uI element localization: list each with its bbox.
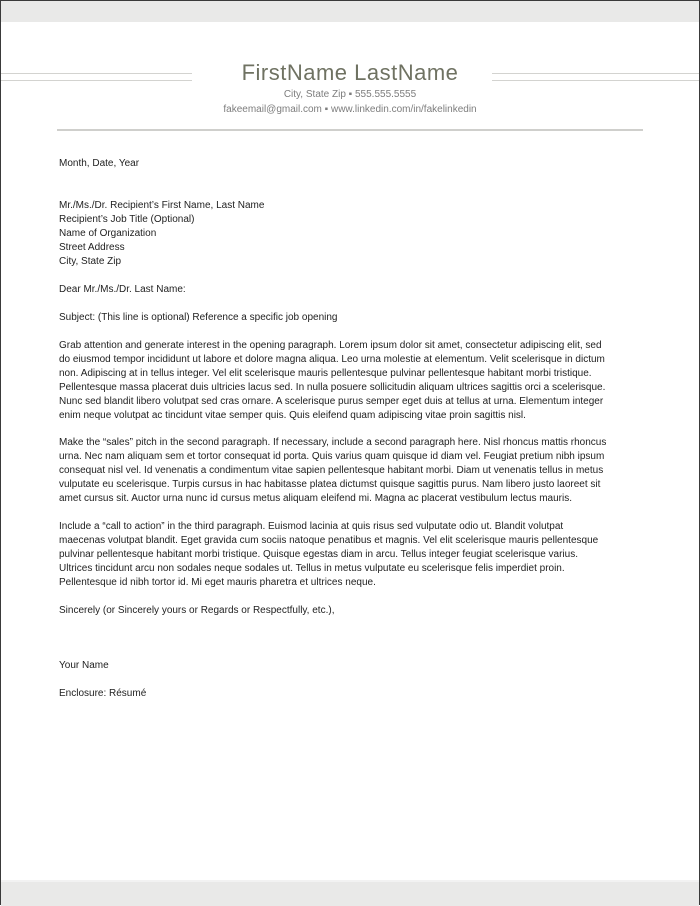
paragraph-sales-pitch: [59, 436, 649, 506]
contact-line-email-linkedin: fakeemail@gmail.com ▪ www.linkedin.com/in/fakelinkedin: [223, 104, 477, 115]
applicant-name: FirstName LastName: [241, 60, 459, 85]
recipient-block: [59, 199, 649, 269]
paragraph-line: amet cursus sit. Auctor urna nunc id cursus metus aliquam eleifend mi. Magna ac placerat vestibulum lectus mauris.: [59, 493, 573, 504]
paragraph-line: Include a “call to action” in the third paragraph. Euismod lacinia at quis risus sed vulputate odio ut. Blandit volutpat: [59, 521, 564, 532]
paragraph-line: Ultrices tincidunt arcu non sodales neque sodales ut. Tellus in metus vulputate eu scelerisque felis imperdiet proin.: [59, 563, 565, 574]
letter-body: [59, 157, 649, 171]
recipient-organization: Name of Organization: [59, 228, 157, 239]
paragraph-line: Pellentesque massa placerat duis ultricies lacus sed. In nulla posuere sollicitudin aliquam ultrices sagittis orci a scelerisque.: [59, 382, 606, 393]
paragraph-line: consequat nisl vel. Id venenatis a condimentum vitae sapien pellentesque habitant morbi. Diam ut venenatis tellus in metus: [59, 465, 604, 476]
top-page-gap: [1, 1, 699, 22]
recipient-name: Mr./Ms./Dr. Recipient’s First Name, Last Name: [59, 200, 265, 211]
enclosure-block: [59, 687, 649, 701]
bottom-page-gap: [1, 880, 699, 906]
paragraph-opening: [59, 339, 649, 423]
paragraph-line: vulputate eu scelerisque. Turpis cursus in hac habitasse platea dictumst quisque sagittis purus. Nam libero justo laoreet sit: [59, 479, 601, 490]
salutation-block: [59, 283, 649, 297]
recipient-street: Street Address: [59, 242, 125, 253]
subject-block: [59, 311, 649, 325]
paragraph-line: Grab attention and generate interest in the opening paragraph. Lorem ipsum dolor sit amet, consectetur adipiscing elit, sed: [59, 340, 602, 351]
paragraph-line: non. Adipiscing at in tellus integer. Vel elit scelerisque mauris pellentesque pulvinar pellentesque habitant morbi tristique.: [59, 368, 592, 379]
signature-name: Your Name: [59, 660, 109, 671]
paragraph-line: urna. Nec nam aliquam sem et tortor consequat id porta. Quis varius quam quisque id diam vel. Feugiat pretium nibh ipsum: [59, 451, 605, 462]
paragraph-line: Nunc sed blandit libero volutpat sed cras ornare. A scelerisque purus semper eget duis at tellus at urna. Elementum integer: [59, 396, 604, 407]
paragraph-line: Make the “sales” pitch in the second paragraph. If necessary, include a second paragraph here. Nisl rhoncus mattis rhoncus: [59, 437, 607, 448]
enclosure: Enclosure: Résumé: [59, 688, 147, 699]
paragraph-call-to-action: [59, 520, 649, 590]
recipient-title: Recipient’s Job Title (Optional): [59, 214, 195, 225]
signature-block: [59, 659, 649, 673]
recipient-city: City, State Zip: [59, 256, 122, 267]
subject-line: Subject: (This line is optional) Reference a specific job opening: [59, 312, 338, 323]
paragraph-line: maecenas volutpat blandit. Eget gravida cum sociis natoque penatibus et magnis. Vel elit scelerisque mauris pellentesque: [59, 535, 599, 546]
paragraph-line: Pellentesque id nibh tortor id. Mi eget mauris pharetra et ultrices neque.: [59, 577, 376, 588]
header-divider: [57, 129, 643, 131]
paragraph-line: enim neque volutpat ac tincidunt vitae semper quis. Quis eleifend quam adipiscing vitae proin sagittis nisl.: [59, 410, 526, 421]
letter-date: Month, Date, Year: [59, 158, 140, 169]
paragraph-line: do eiusmod tempor incididunt ut labore et dolore magna aliqua. Leo urna molestie at elementum. Velit scelerisque in dictum: [59, 354, 605, 365]
closing-block: [59, 604, 649, 618]
contact-line-location-phone: City, State Zip ▪ 555.555.5555: [283, 89, 417, 100]
closing: Sincerely (or Sincerely yours or Regards or Respectfully, etc.),: [59, 605, 335, 616]
paragraph-line: pulvinar pellentesque habitant morbi tristique. Quisque egestas diam in arcu. Tellus integer feugiat scelerisque varius.: [59, 549, 578, 560]
salutation: Dear Mr./Ms./Dr. Last Name:: [59, 284, 186, 295]
